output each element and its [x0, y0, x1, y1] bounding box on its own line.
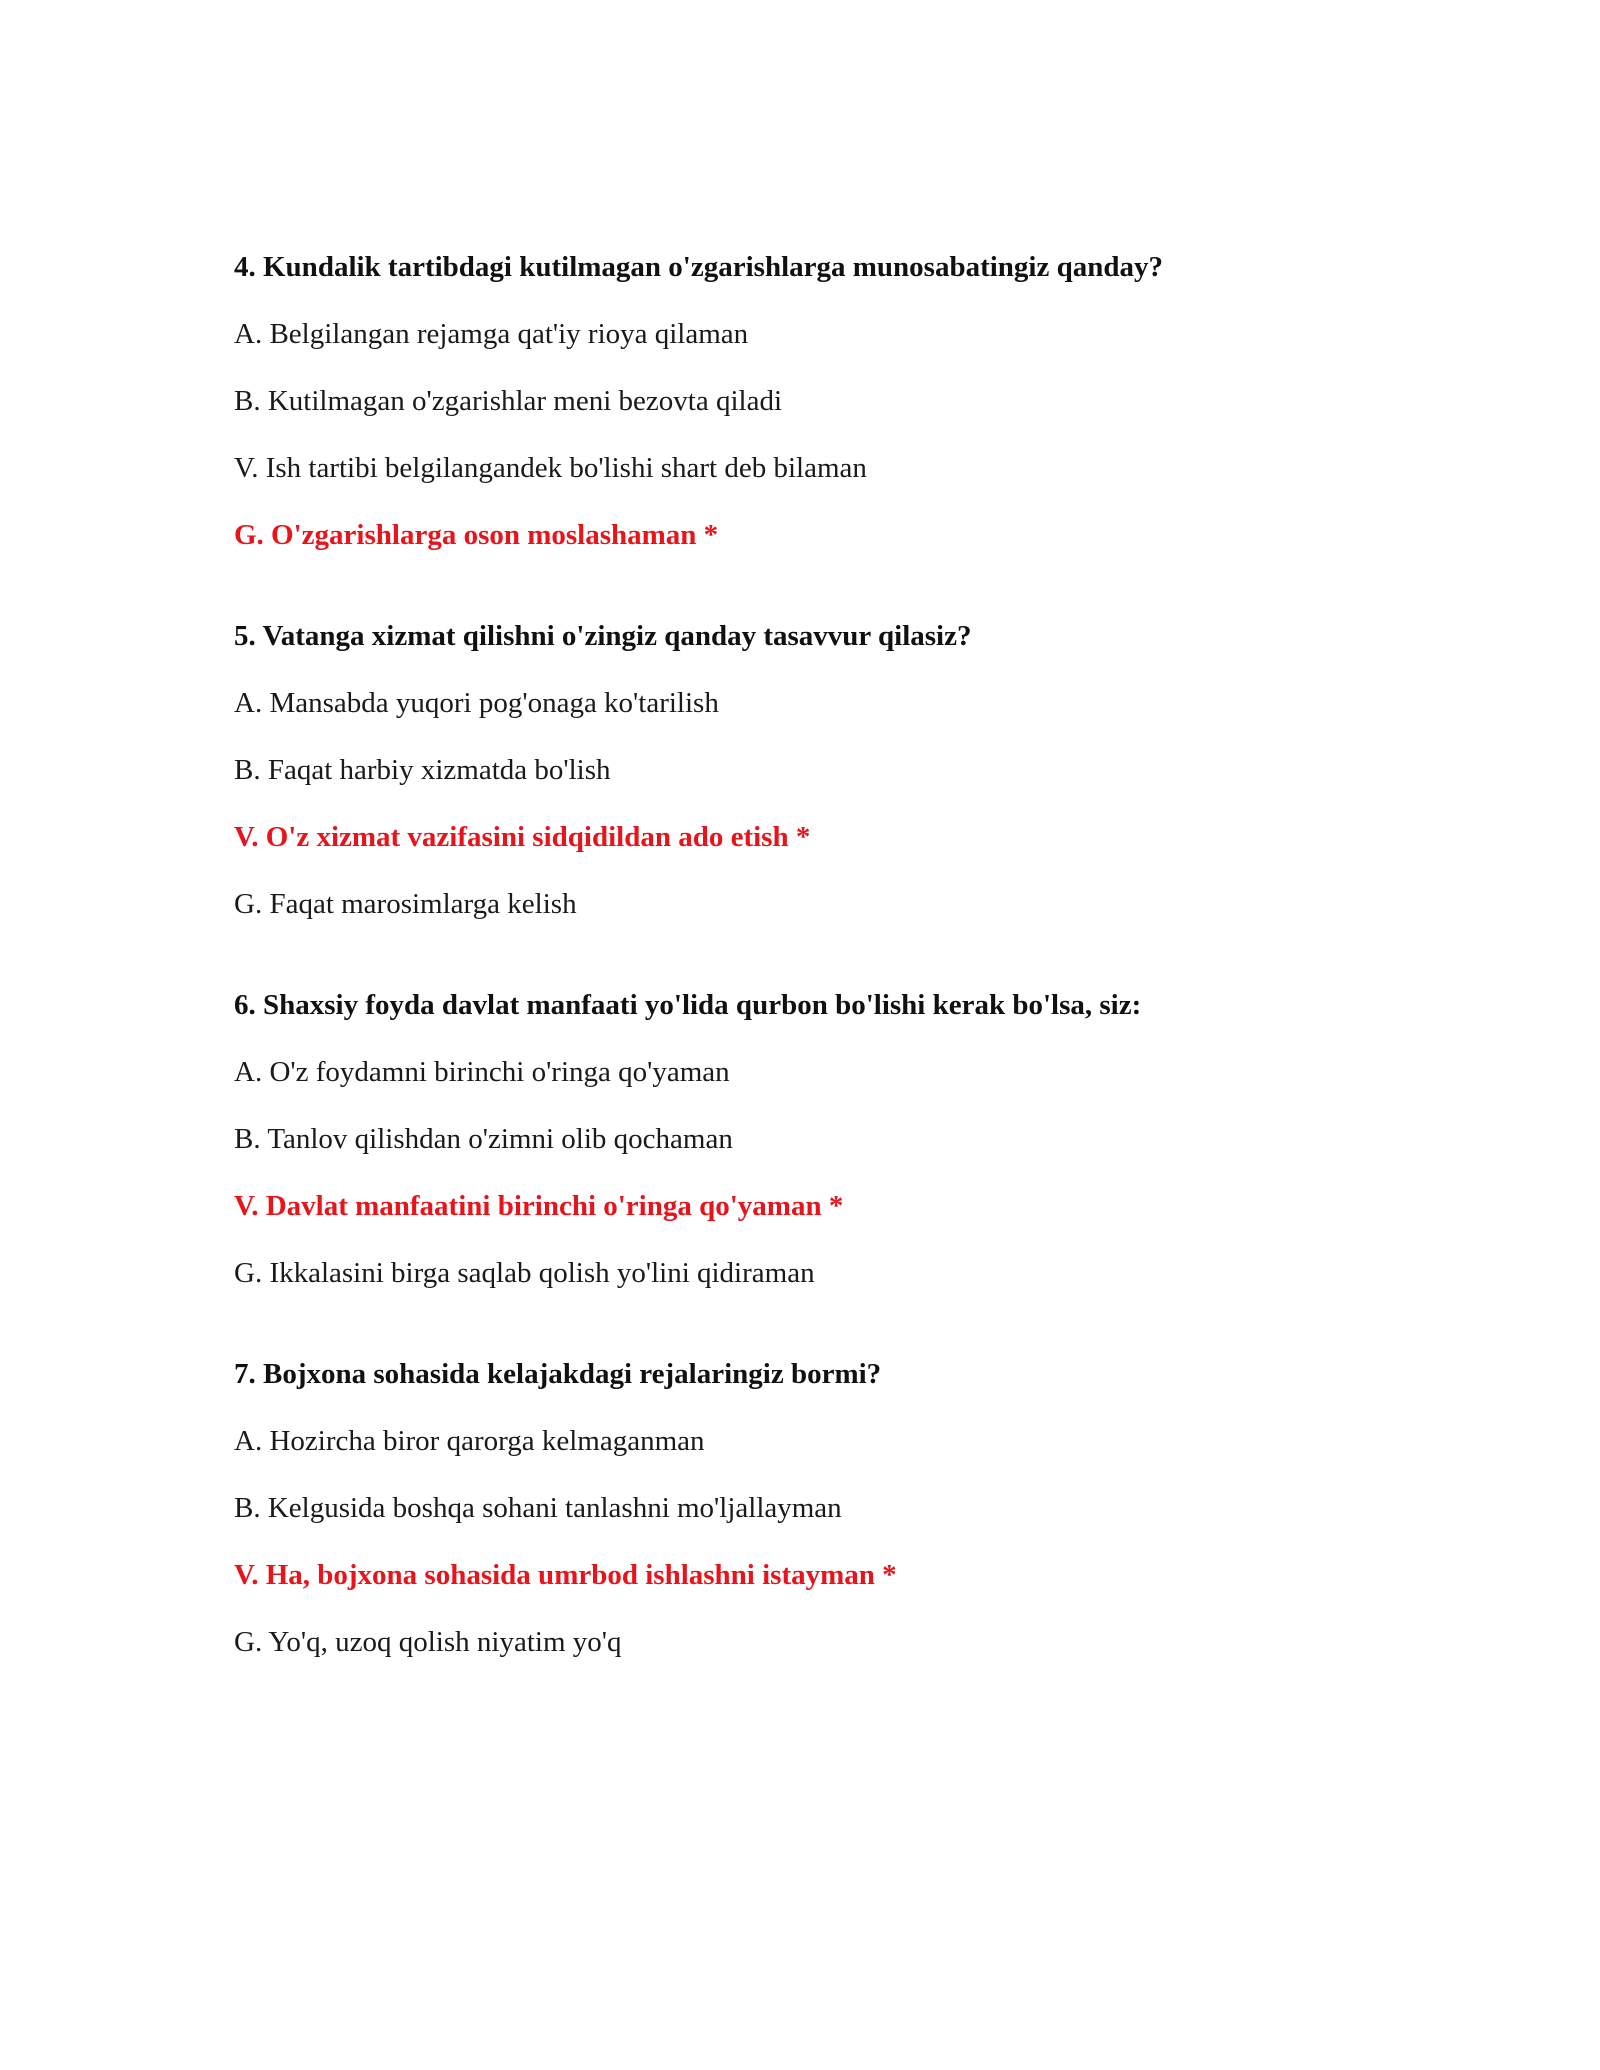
answer-option-v-correct: V. Davlat manfaatini birinchi o'ringa qo'yaman *	[234, 1190, 844, 1222]
answer-option-g-correct: G. O'zgarishlarga oson moslashaman *	[234, 519, 719, 551]
answer-option-a: A. O'z foydamni birinchi o'ringa qo'yaman	[234, 1056, 730, 1088]
question-title: 4. Kundalik tartibdagi kutilmagan o'zgarishlarga munosabatingiz qanday?	[234, 251, 1163, 283]
question-block-7	[234, 1357, 1434, 1659]
answer-option-b: B. Kutilmagan o'zgarishlar meni bezovta qiladi	[234, 385, 783, 417]
answer-option-g: G. Ikkalasini birga saqlab qolish yo'lini qidiraman	[234, 1257, 815, 1289]
answer-option-v-correct: V. O'z xizmat vazifasini sidqidildan ado etish *	[234, 821, 811, 853]
answer-option-g: G. Yo'q, uzoq qolish niyatim yo'q	[234, 1626, 622, 1658]
answer-option-v-correct: V. Ha, bojxona sohasida umrbod ishlashni istayman *	[234, 1559, 897, 1591]
answer-option-v: V. Ish tartibi belgilangandek bo'lishi shart deb bilaman	[234, 452, 867, 484]
question-title: 5. Vatanga xizmat qilishni o'zingiz qanday tasavvur qilasiz?	[234, 620, 972, 652]
answer-option-b: B. Kelgusida boshqa sohani tanlashni mo'ljallayman	[234, 1492, 842, 1524]
answer-option-a: A. Mansabda yuqori pog'onaga ko'tarilish	[234, 687, 719, 719]
answer-option-b: B. Tanlov qilishdan o'zimni olib qochaman	[234, 1123, 733, 1155]
question-block-6	[234, 988, 1434, 1290]
question-block-5	[234, 619, 1434, 921]
question-title: 7. Bojxona sohasida kelajakdagi rejalaringiz bormi?	[234, 1358, 882, 1390]
question-title: 6. Shaxsiy foyda davlat manfaati yo'lida qurbon bo'lishi kerak bo'lsa, siz:	[234, 989, 1142, 1021]
answer-option-a: A. Belgilangan rejamga qat'iy rioya qilaman	[234, 318, 749, 350]
answer-option-g: G. Faqat marosimlarga kelish	[234, 888, 577, 920]
answer-option-b: B. Faqat harbiy xizmatda bo'lish	[234, 754, 611, 786]
document-page	[234, 250, 1434, 1726]
answer-option-a: A. Hozircha biror qarorga kelmaganman	[234, 1425, 705, 1457]
question-block-4	[234, 250, 1434, 552]
